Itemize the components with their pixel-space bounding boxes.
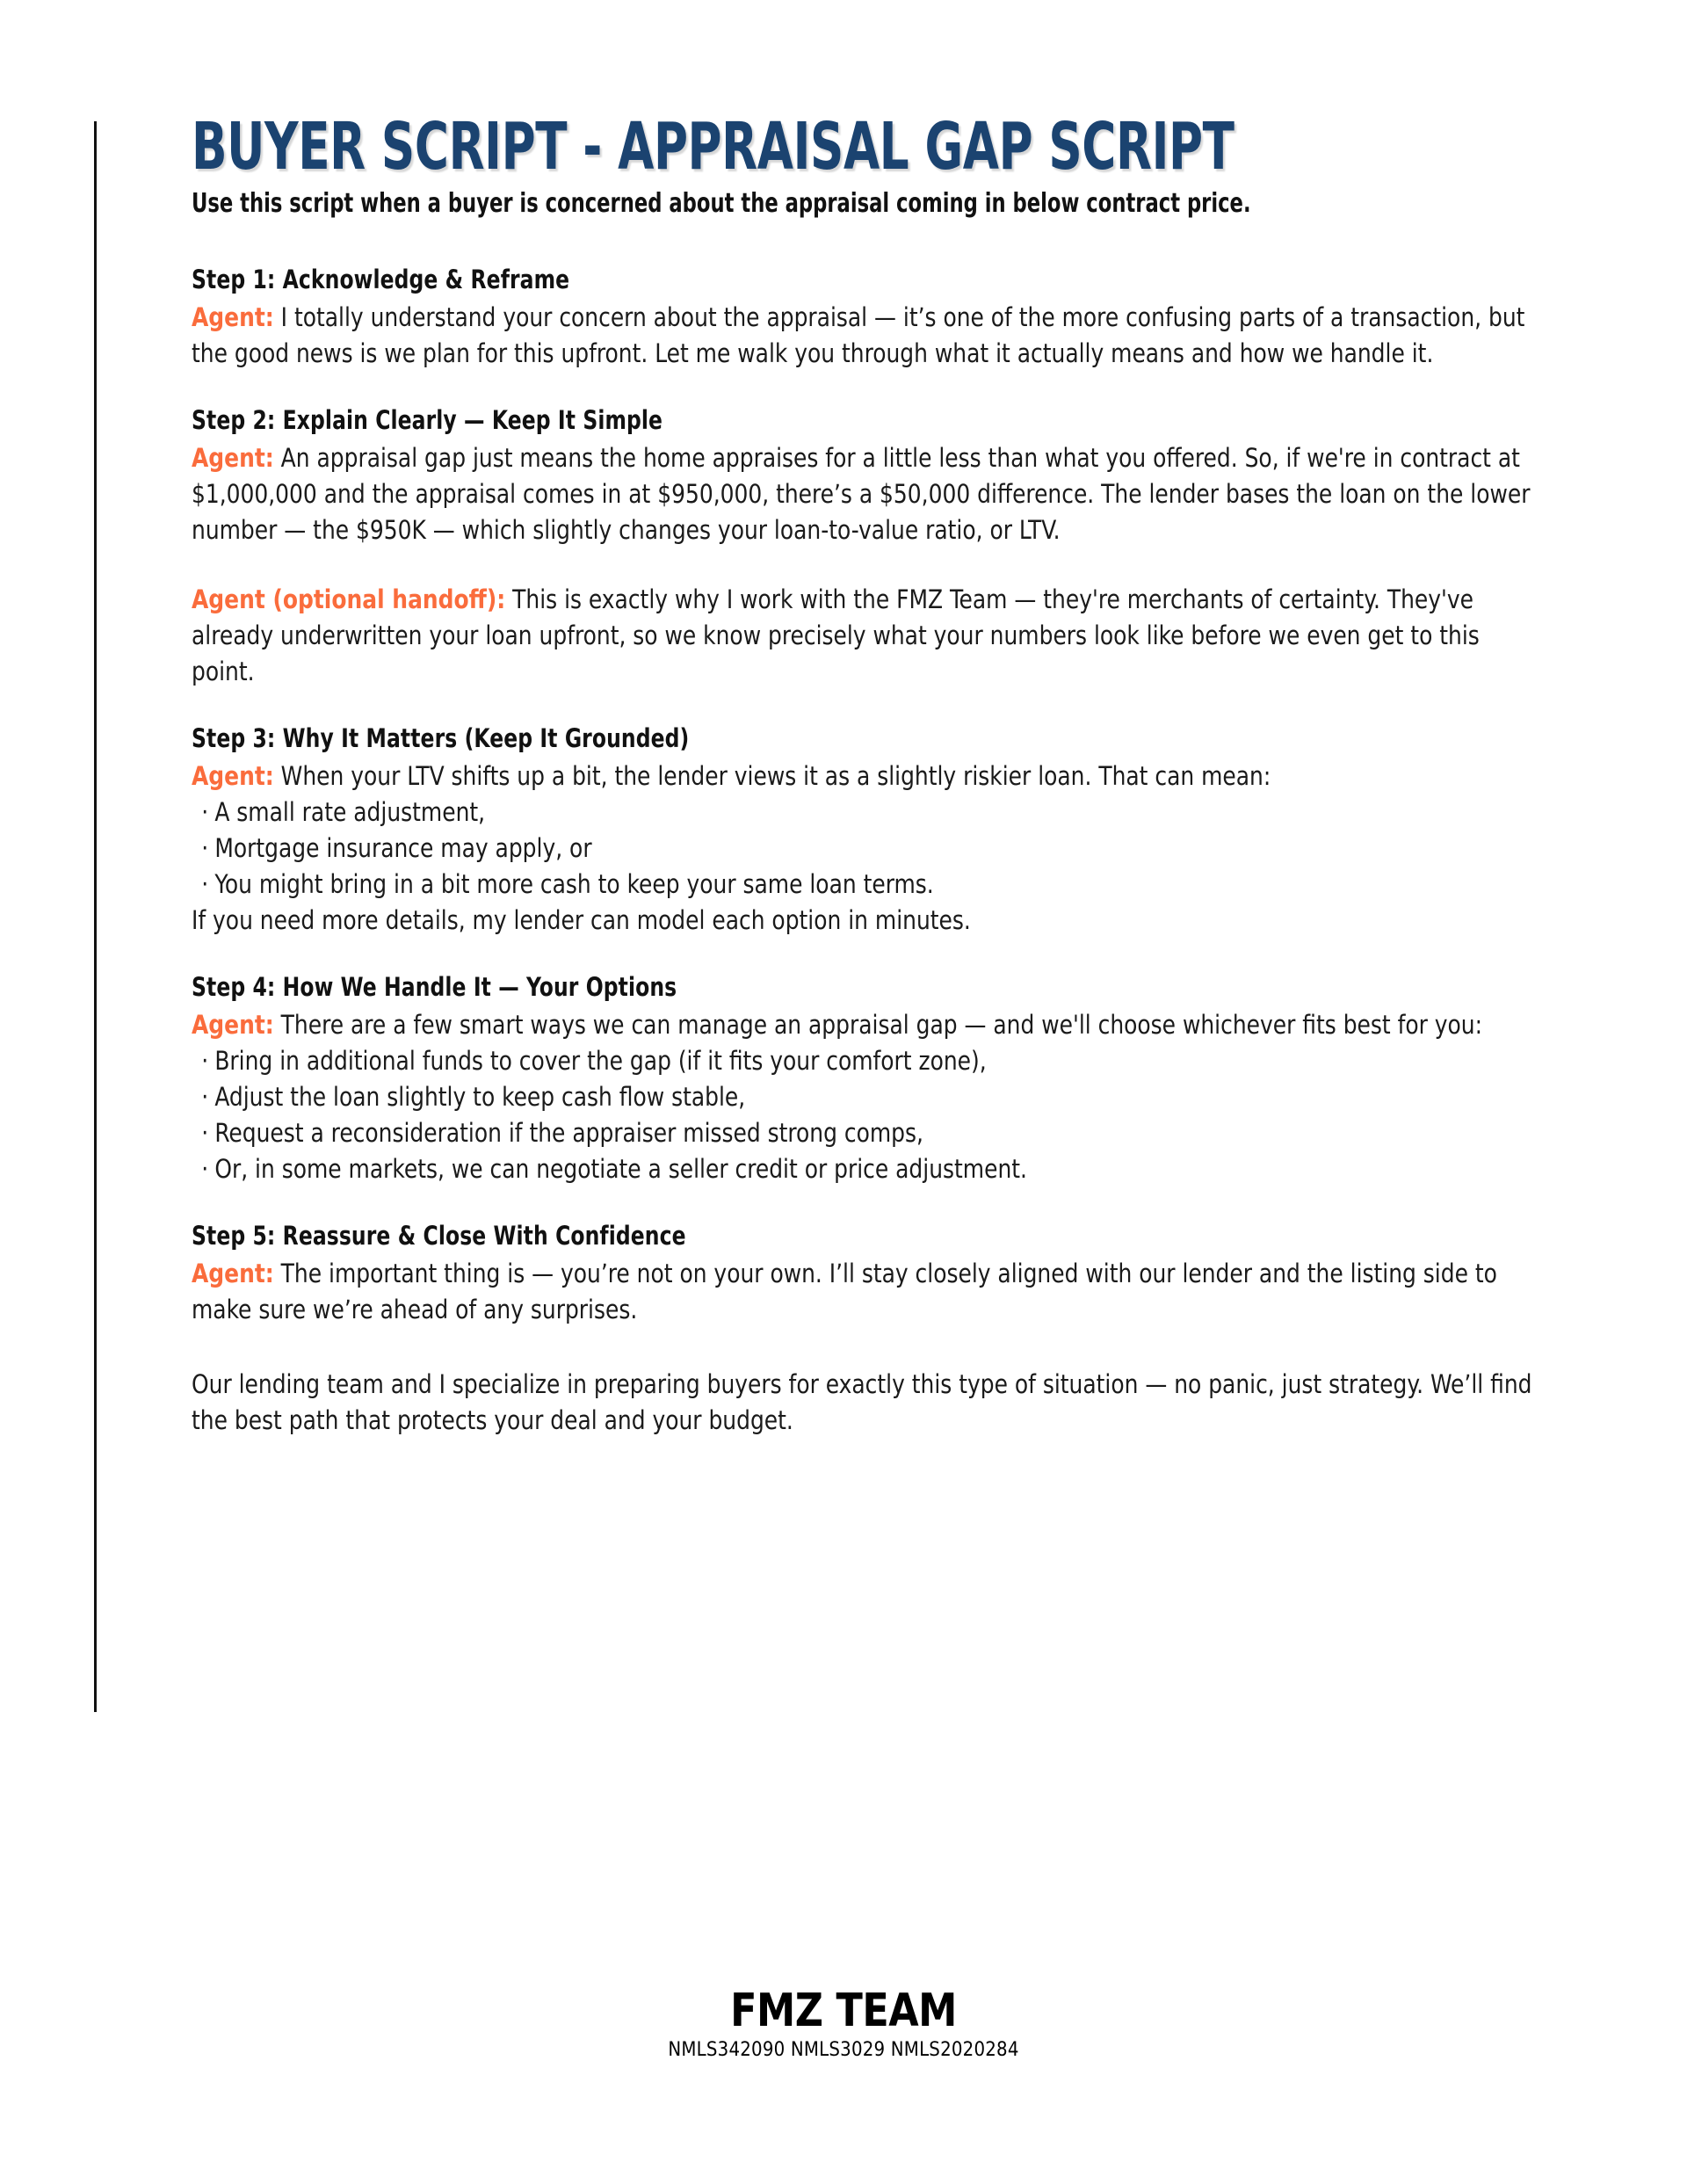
- list-item: · A small rate adjustment,: [192, 795, 1464, 831]
- step-2-heading: Step 2: Explain Clearly — Keep It Simple: [192, 405, 663, 435]
- closing-paragraph: Our lending team and I specialize in preparing buyers for exactly this type of situation — no panic, just strategy. We’ll find the best path that protects your deal and your budget.: [192, 1369, 1532, 1435]
- section-step-2: [192, 405, 1545, 548]
- brand-logo-text: FMZ TEAM: [730, 1984, 957, 2037]
- speaker-label: Agent:: [192, 1259, 274, 1288]
- speaker-label-handoff: Agent (optional handoff):: [192, 584, 506, 614]
- step-4-heading: Step 4: How We Handle It — Your Options: [192, 972, 677, 1002]
- step-5-body: [192, 1256, 1539, 1328]
- list-item: · Bring in additional funds to cover the gap (if it fits your comfort zone),: [192, 1043, 1464, 1079]
- step-3-text: When your LTV shifts up a bit, the lender views it as a slightly riskier loan. That can mean:: [273, 761, 1271, 791]
- step-4-text: There are a few smart ways we can manage an appraisal gap — and we'll choose whichever fits best for you:: [273, 1010, 1483, 1040]
- section-step-4: [192, 972, 1545, 1187]
- section-step-5: [192, 1221, 1545, 1328]
- step-5-heading: Step 5: Reassure & Close With Confidence: [192, 1221, 686, 1251]
- list-item: · Request a reconsideration if the appraiser missed strong comps,: [192, 1115, 1464, 1151]
- section-closing: [192, 1367, 1545, 1439]
- section-step-3: [192, 723, 1545, 939]
- section-optional-handoff: [192, 582, 1545, 690]
- optional-handoff-text: This is exactly why I work with the FMZ Team — they're merchants of certainty. They've already underwritten your loan upfront, so we know precisely what your numbers look like before we even get to this point.: [192, 584, 1480, 686]
- step-2-body: [192, 440, 1539, 548]
- list-item: · You might bring in a bit more cash to keep your same loan terms.: [192, 867, 1464, 903]
- step-4-bullet-list: [192, 1043, 1545, 1187]
- step-1-text: I totally understand your concern about the appraisal — it’s one of the more confusing parts of a transaction, but the good news is we plan for this upfront. Let me walk you through what it actually means and how we handle it.: [192, 302, 1525, 368]
- left-vertical-rule: [94, 121, 97, 1712]
- document-content: [192, 109, 1545, 1472]
- step-4-body: [192, 1007, 1539, 1043]
- list-item: · Or, in some markets, we can negotiate a seller credit or price adjustment.: [192, 1151, 1464, 1187]
- speaker-label: Agent:: [192, 1010, 274, 1040]
- document-footer: [0, 1984, 1687, 2061]
- step-1-body: [192, 300, 1539, 372]
- step-3-heading: Step 3: Why It Matters (Keep It Grounded): [192, 723, 690, 753]
- step-3-after-text: If you need more details, my lender can model each option in minutes.: [192, 905, 971, 935]
- optional-handoff-body: [192, 582, 1539, 690]
- speaker-label: Agent:: [192, 302, 274, 332]
- step-5-text: The important thing is — you’re not on your own. I’ll stay closely aligned with our lender and the listing side to make sure we’re ahead of any surprises.: [192, 1259, 1497, 1324]
- step-3-body: [192, 758, 1539, 795]
- step-1-heading: Step 1: Acknowledge & Reframe: [192, 265, 570, 294]
- list-item: · Mortgage insurance may apply, or: [192, 831, 1464, 867]
- speaker-label: Agent:: [192, 761, 274, 791]
- speaker-label: Agent:: [192, 443, 274, 473]
- list-item: · Adjust the loan slightly to keep cash flow stable,: [192, 1079, 1464, 1115]
- section-step-1: [192, 265, 1545, 372]
- step-2-text: An appraisal gap just means the home appraises for a little less than what you offered. So, if we're in contract at $1,000,000 and the appraisal comes in at $950,000, there’s a $50,000 difference. The lender bases the loan on the lower number — the $950K — which slightly changes your loan-to-value ratio, or LTV.: [192, 443, 1531, 545]
- page-subtitle: Use this script when a buyer is concerned about the appraisal coming in below contract price.: [192, 188, 1251, 219]
- step-3-bullet-list: [192, 795, 1545, 903]
- nmls-numbers: NMLS342090 NMLS3029 NMLS2020284: [668, 2039, 1019, 2061]
- page-title: BUYER SCRIPT - APPRAISAL GAP SCRIPT: [192, 109, 1234, 185]
